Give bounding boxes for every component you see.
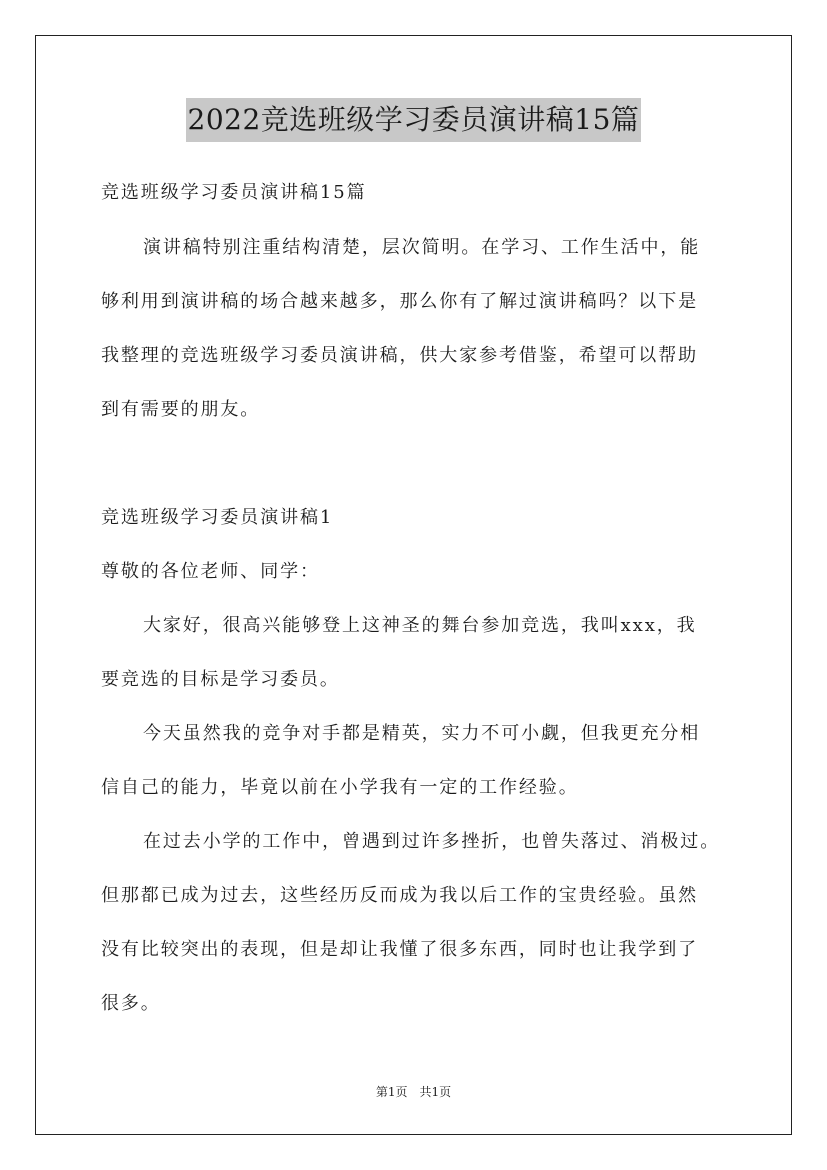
paragraph-line: 要竞选的目标是学习委员。 bbox=[101, 669, 340, 690]
paragraph-line: 很多。 bbox=[101, 993, 161, 1014]
paragraph-line: 大家好，很高兴能够登上这神圣的舞台参加竞选，我叫xxx，我 bbox=[143, 615, 697, 636]
paragraph-line: 信自己的能力，毕竟以前在小学我有一定的工作经验。 bbox=[101, 777, 579, 798]
intro-line: 我整理的竞选班级学习委员演讲稿，供大家参考借鉴，希望可以帮助 bbox=[101, 345, 698, 366]
document-title: 2022竞选班级学习委员演讲稿15篇 bbox=[186, 98, 642, 142]
page-number-footer: 第1页 共1页 bbox=[375, 1085, 452, 1099]
intro-line: 演讲稿特别注重结构清楚，层次简明。在学习、工作生活中，能 bbox=[143, 237, 701, 258]
intro-line: 到有需要的朋友。 bbox=[101, 399, 261, 420]
paragraph-line: 今天虽然我的竞争对手都是精英，实力不可小觑，但我更充分相 bbox=[143, 723, 701, 744]
paragraph-line: 但那都已成为过去，这些经历反而成为我以后工作的宝贵经验。虽然 bbox=[101, 885, 698, 906]
section-heading: 竞选班级学习委员演讲稿1 bbox=[101, 507, 334, 528]
title-container bbox=[0, 98, 827, 142]
paragraph-line: 没有比较突出的表现，但是却让我懂了很多东西，同时也让我学到了 bbox=[101, 939, 698, 960]
intro-line: 够利用到演讲稿的场合越来越多，那么你有了解过演讲稿吗？以下是 bbox=[101, 291, 698, 312]
salutation: 尊敬的各位老师、同学： bbox=[101, 561, 320, 582]
subtitle: 竞选班级学习委员演讲稿15篇 bbox=[101, 182, 367, 203]
paragraph-line: 在过去小学的工作中，曾遇到过许多挫折，也曾失落过、消极过。 bbox=[143, 831, 721, 852]
